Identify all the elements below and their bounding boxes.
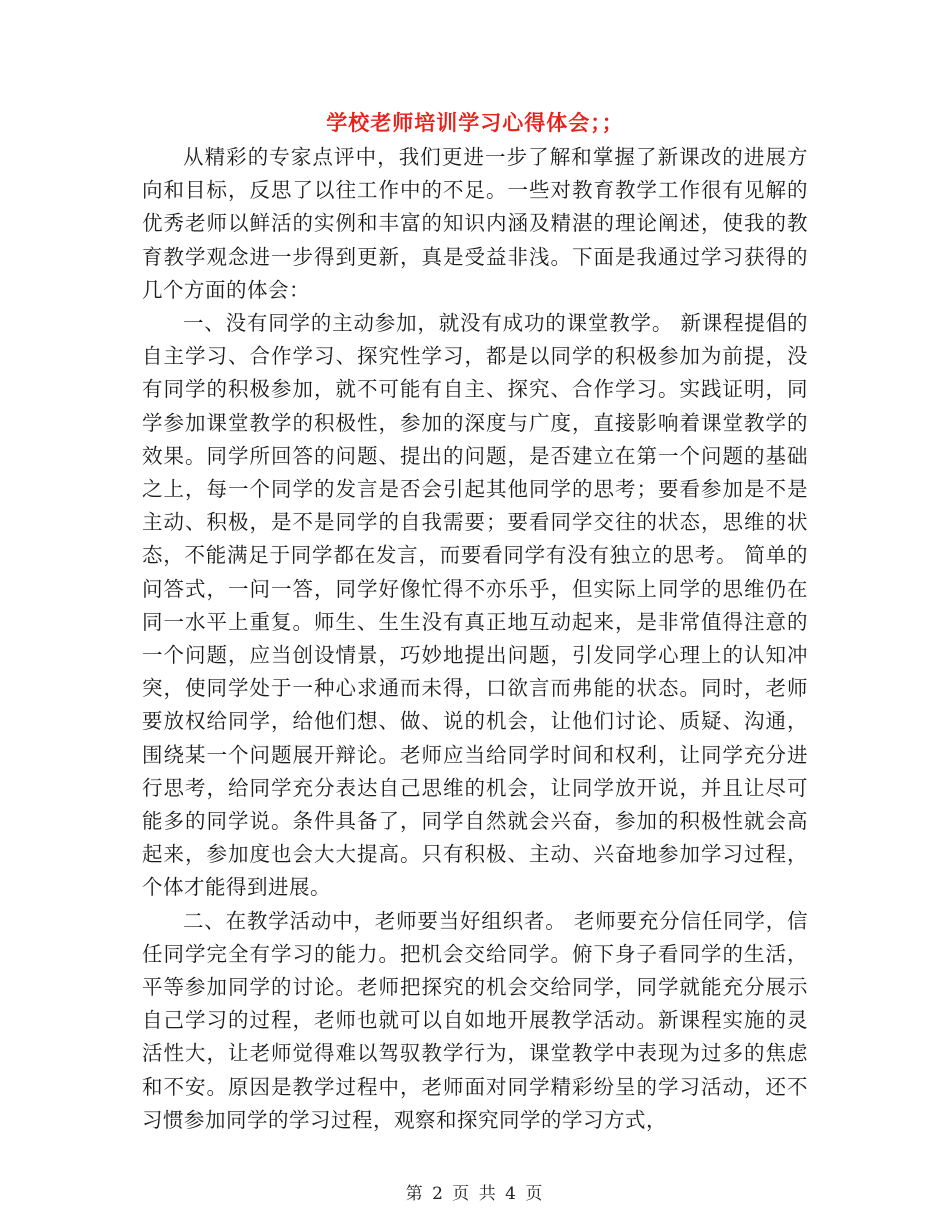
page-number-footer: 第 2 页 共 4 页 xyxy=(405,1184,545,1204)
paragraph-point-two: 二、在教学活动中，老师要当好组织者。 老师要充分信任同学，信任同学完全有学习的能力。把机会交给同学。俯下身子看同学的生活，平等参加同学的讨论。老师把探究的机会交给同学，同学就能充分展示自己学习的过程，老师也就可以自如地开展教学活动。新课程实施的灵活性大，让老师觉得难以驾驭教学行为，课堂教学中表现为过多的焦虑和不安。原因是教学过程中，老师面对同学精彩纷呈的学习活动，还不习惯参加同学的学习过程，观察和探究同学的学习方式， xyxy=(142,908,808,1132)
document-title: 学校老师培训学习心得体会；； xyxy=(326,110,624,135)
document-body xyxy=(142,141,808,1137)
paragraph-intro: 从精彩的专家点评中，我们更进一步了解和掌握了新课改的进展方向和目标，反思了以往工作中的不足。一些对教育教学工作很有见解的优秀老师以鲜活的实例和丰富的知识内涵及精湛的理论阐述，使我的教育教学观念进一步得到更新，真是受益非浅。下面是我通过学习获得的几个方面的体会： xyxy=(142,145,808,302)
paragraph-point-one: 一、没有同学的主动参加，就没有成功的课堂教学。 新课程提倡的自主学习、合作学习、探究性学习，都是以同学的积极参加为前提，没有同学的积极参加，就不可能有自主、探究、合作学习。实践证明，同学参加课堂教学的积极性，参加的深度与广度，直接影响着课堂教学的效果。同学所回答的问题、提出的问题，是否建立在第一个问题的基础之上，每一个同学的发言是否会引起其他同学的思考；要看参加是不是主动、积极，是不是同学的自我需要；要看同学交往的状态，思维的状态，不能满足于同学都在发言，而要看同学有没有独立的思考。 简单的问答式，一问一答，同学好像忙得不亦乐乎，但实际上同学的思维仍在同一水平上重复。师生、生生没有真正地互动起来，是非常值得注意的一个问题，应当创设情景，巧妙地提出问题，引发同学心理上的认知冲突，使同学处于一种心求通而未得，口欲言而弗能的状态。同时，老师要放权给同学，给他们想、做、说的机会，让他们讨论、质疑、沟通，围绕某一个问题展开辩论。老师应当给同学时间和权利，让同学充分进行思考，给同学充分表达自己思维的机会，让同学放开说，并且让尽可能多的同学说。条件具备了，同学自然就会兴奋，参加的积极性就会高起来，参加度也会大大提高。只有积极、主动、兴奋地参加学习过程，个体才能得到进展。 xyxy=(142,311,808,900)
